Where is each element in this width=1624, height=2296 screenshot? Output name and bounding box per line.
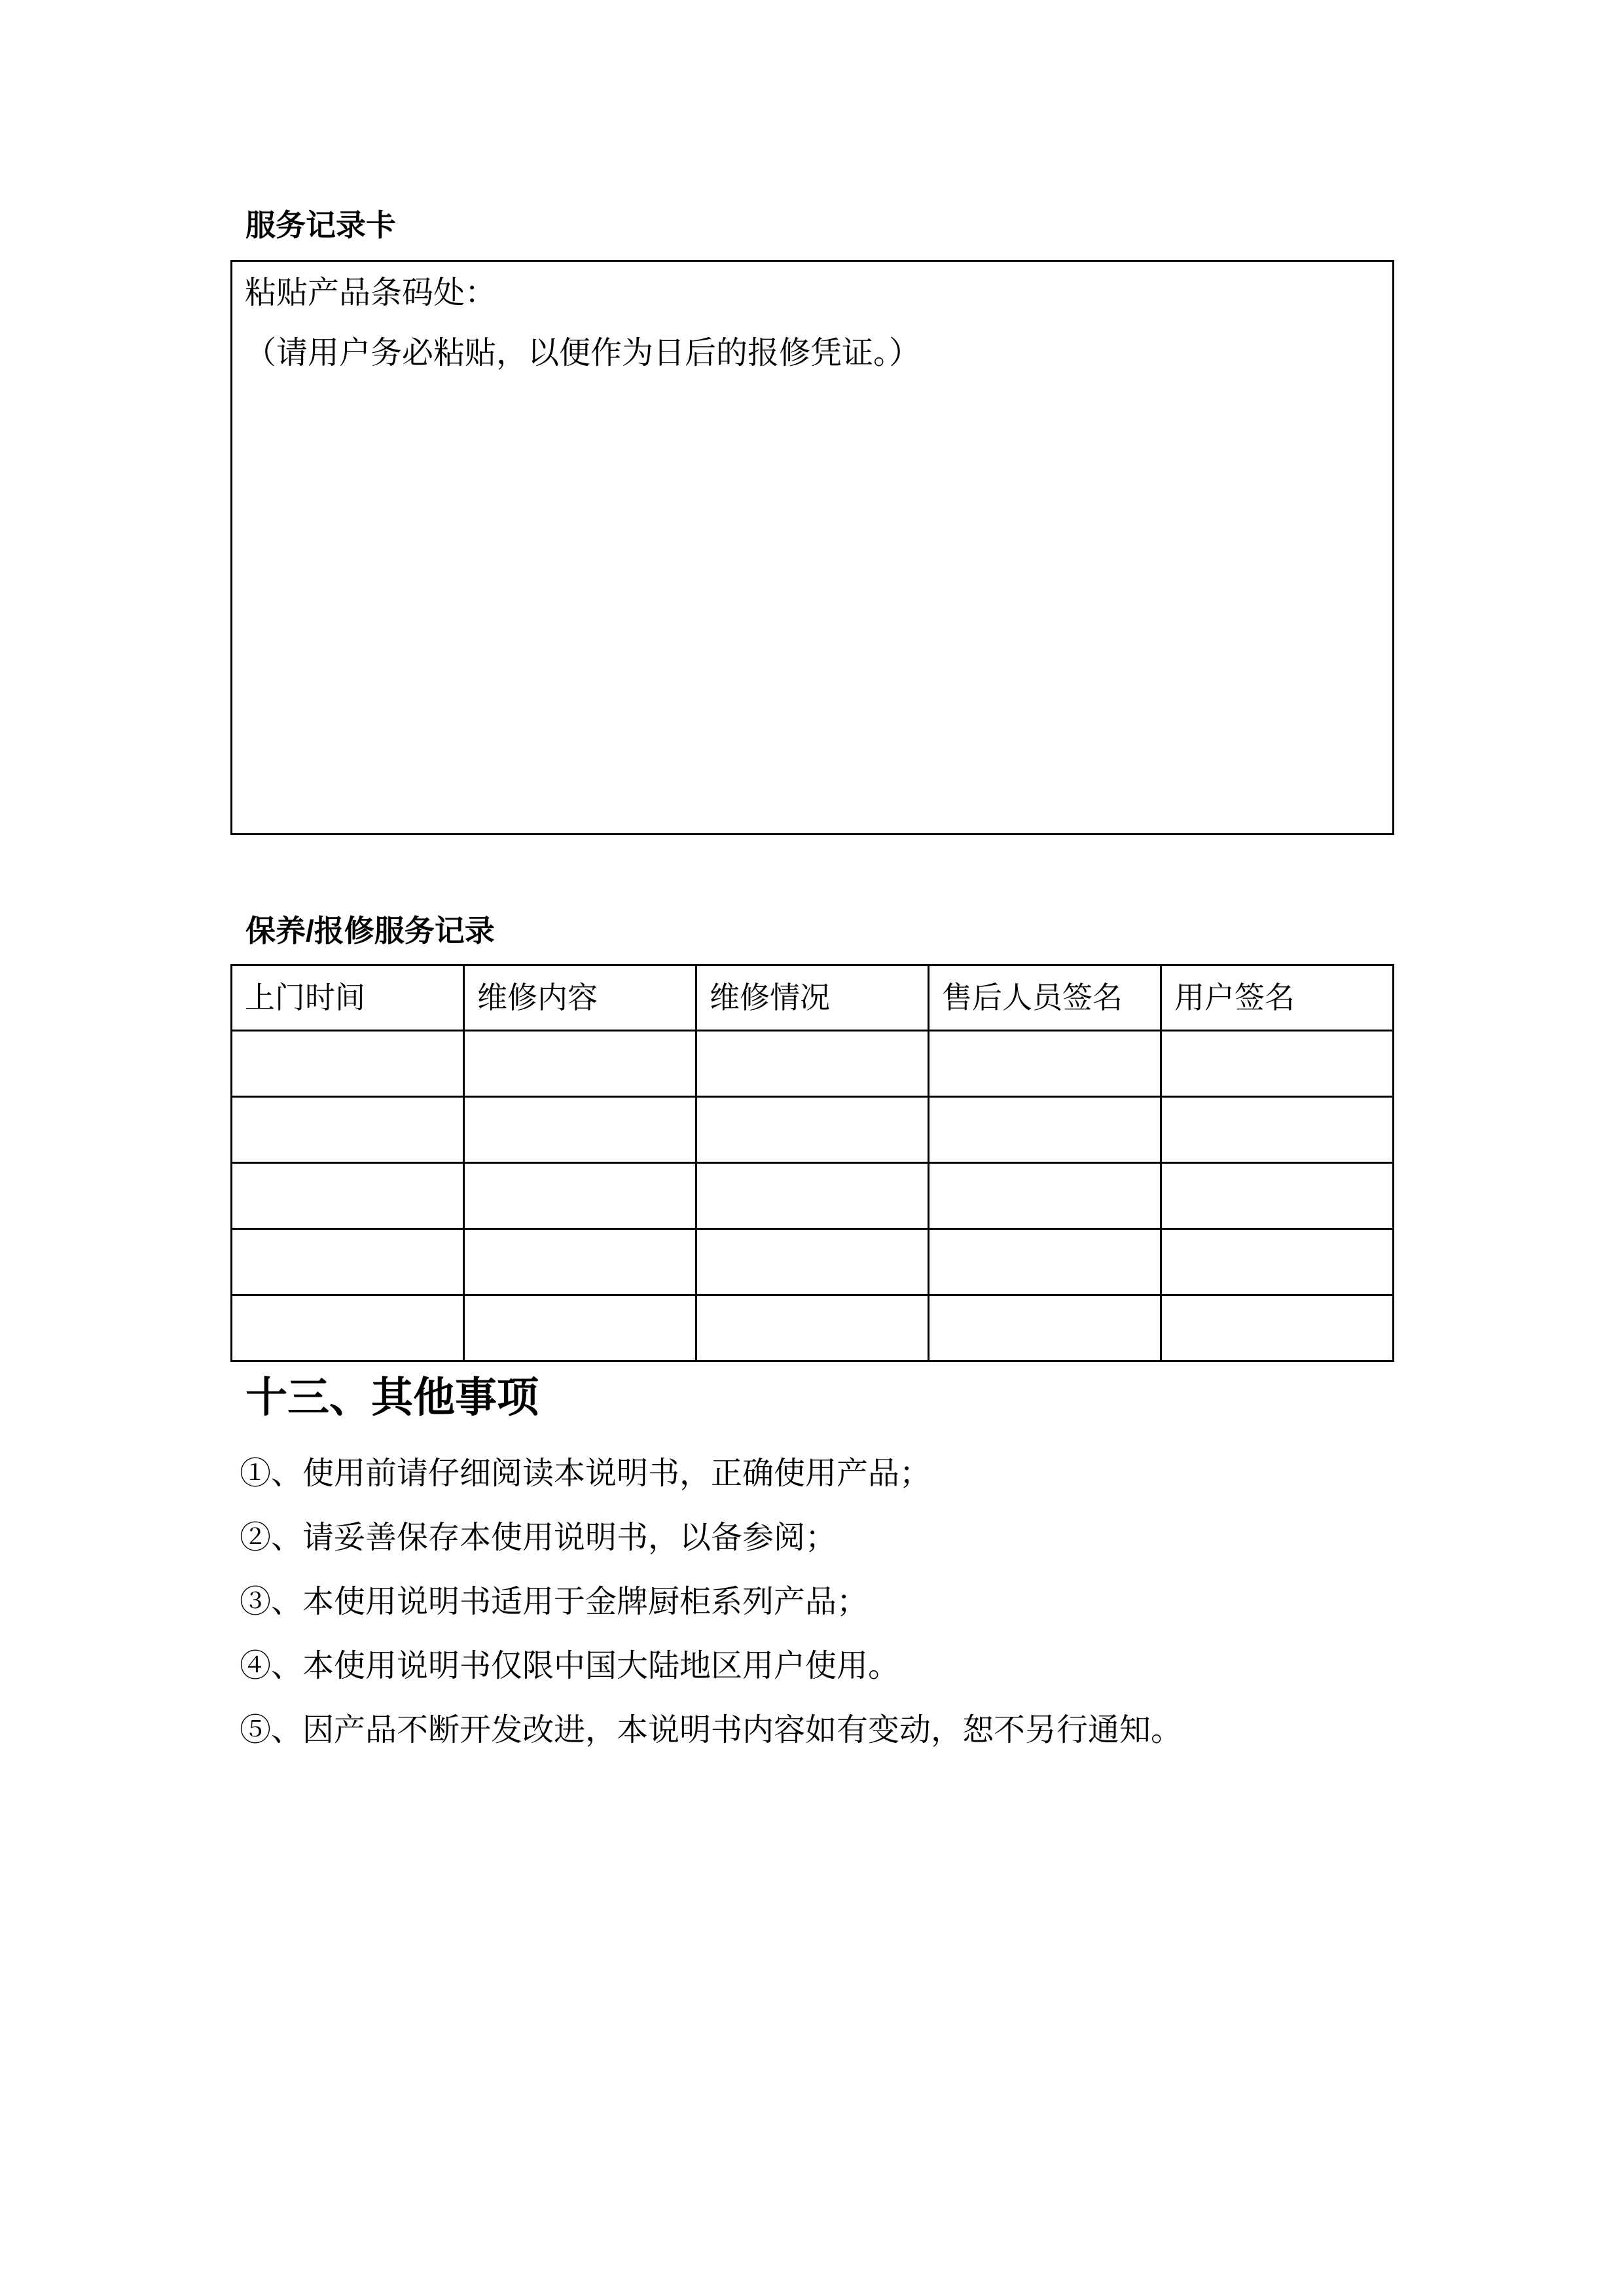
table-row bbox=[232, 1229, 1394, 1295]
table-cell-empty bbox=[929, 1163, 1161, 1229]
table-cell-empty bbox=[929, 1229, 1161, 1295]
table-row bbox=[232, 1031, 1394, 1097]
service-log-table bbox=[230, 964, 1394, 1362]
table-cell-empty bbox=[929, 1295, 1161, 1361]
table-cell-empty bbox=[1161, 1295, 1394, 1361]
table-cell-empty bbox=[1161, 1031, 1394, 1097]
table-cell-empty bbox=[696, 1229, 929, 1295]
table-row bbox=[232, 1163, 1394, 1229]
table-cell-empty bbox=[929, 1097, 1161, 1163]
table-cell-empty bbox=[1161, 1097, 1394, 1163]
barcode-paste-box bbox=[230, 260, 1394, 835]
table-row bbox=[232, 1097, 1394, 1163]
table-row bbox=[232, 1295, 1394, 1361]
table-cell-empty bbox=[696, 1163, 929, 1229]
other-matters-heading: 十三、其他事项 bbox=[245, 1374, 539, 1421]
column-header-user-signature: 用户签名 bbox=[1161, 965, 1394, 1031]
table-cell-empty bbox=[696, 1031, 929, 1097]
list-item: ⑤、因产品不断开发改进，本说明书内容如有变动，恕不另行通知。 bbox=[240, 1713, 1183, 1748]
table-cell-empty bbox=[232, 1295, 464, 1361]
barcode-box-label: 粘贴产品条码处： bbox=[245, 276, 497, 310]
list-item: ②、请妥善保存本使用说明书，以备参阅； bbox=[240, 1520, 837, 1555]
column-header-repair-status: 维修情况 bbox=[696, 965, 929, 1031]
maintenance-record-heading: 保养/报修服务记录 bbox=[245, 914, 495, 948]
table-cell-empty bbox=[464, 1229, 696, 1295]
table-cell-empty bbox=[1161, 1163, 1394, 1229]
barcode-box-note: （请用户务必粘贴，以便作为日后的报修凭证。） bbox=[245, 336, 921, 370]
column-header-repair-content: 维修内容 bbox=[464, 965, 696, 1031]
column-header-aftersales-signature: 售后人员签名 bbox=[929, 965, 1161, 1031]
table-cell-empty bbox=[232, 1229, 464, 1295]
table-cell-empty bbox=[232, 1031, 464, 1097]
table-cell-empty bbox=[232, 1097, 464, 1163]
other-matters-list bbox=[240, 1442, 1182, 1763]
table-cell-empty bbox=[464, 1163, 696, 1229]
service-log-table-header bbox=[232, 965, 1394, 1031]
list-item: ①、使用前请仔细阅读本说明书，正确使用产品； bbox=[240, 1456, 931, 1491]
table-cell-empty bbox=[464, 1031, 696, 1097]
list-item: ④、本使用说明书仅限中国大陆地区用户使用。 bbox=[240, 1649, 900, 1683]
table-cell-empty bbox=[1161, 1229, 1394, 1295]
table-header-row bbox=[232, 965, 1394, 1031]
table-cell-empty bbox=[929, 1031, 1161, 1097]
service-record-card-heading: 服务记录卡 bbox=[245, 208, 396, 242]
list-item: ③、本使用说明书适用于金牌厨柜系列产品； bbox=[240, 1585, 869, 1619]
table-cell-empty bbox=[232, 1163, 464, 1229]
column-header-visit-time: 上门时间 bbox=[232, 965, 464, 1031]
table-cell-empty bbox=[464, 1295, 696, 1361]
table-cell-empty bbox=[696, 1295, 929, 1361]
service-log-table-body bbox=[232, 1031, 1394, 1361]
table-cell-empty bbox=[464, 1097, 696, 1163]
table-cell-empty bbox=[696, 1097, 929, 1163]
